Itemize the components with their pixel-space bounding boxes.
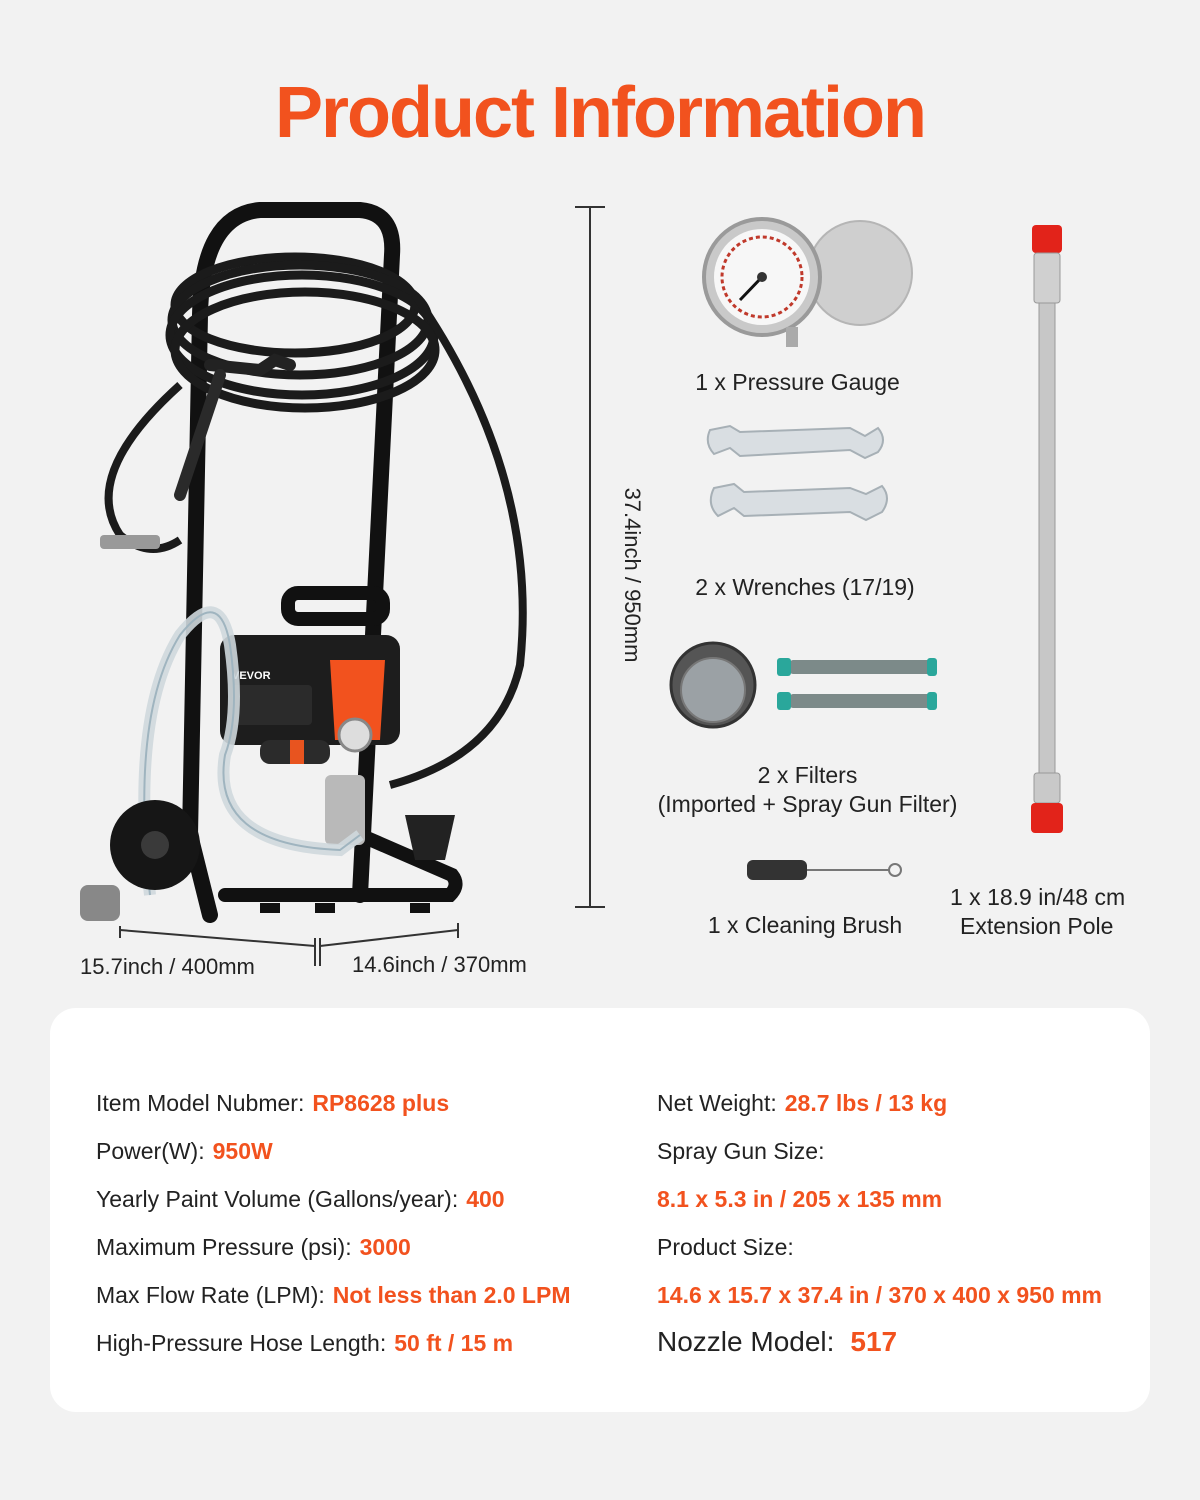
spec-gun-label: Spray Gun Size: xyxy=(657,1138,825,1164)
height-dimension: 37.4inch / 950mm xyxy=(620,487,645,663)
spec-model-value: RP8628 plus xyxy=(312,1090,450,1116)
spec-nozzle xyxy=(657,1326,897,1358)
brush-caption: 1 x Cleaning Brush xyxy=(707,912,903,938)
spec-flow-value: Not less than 2.0 LPM xyxy=(332,1282,571,1308)
spec-nozzle-label: Nozzle Model: xyxy=(657,1326,835,1357)
page-title: Product Information xyxy=(275,73,925,153)
width-dimension: 14.6inch / 370mm xyxy=(352,952,527,977)
depth-dimension: 15.7inch / 400mm xyxy=(80,954,255,979)
height-dimension-line xyxy=(570,205,610,910)
paint-sprayer-image xyxy=(60,195,580,935)
spec-flow xyxy=(96,1282,570,1309)
pole-caption-line1: 1 x 18.9 in/48 cm xyxy=(950,884,1126,910)
brand-label: VEVOR xyxy=(232,670,271,682)
pole-caption-line2: Extension Pole xyxy=(960,913,1114,939)
cleaning-brush-image xyxy=(745,855,905,885)
spec-weight-value: 28.7 lbs / 13 kg xyxy=(784,1090,948,1116)
spec-volume xyxy=(96,1186,505,1213)
spec-pressure-value: 3000 xyxy=(359,1234,411,1260)
filters-caption-line1: 2 x Filters xyxy=(757,762,858,788)
spec-power-value: 950W xyxy=(212,1138,273,1164)
spec-nozzle-value: 517 xyxy=(850,1326,898,1357)
filters-image xyxy=(665,640,945,730)
spec-gun-value: 8.1 x 5.3 in / 205 x 135 mm xyxy=(657,1186,943,1212)
spec-model xyxy=(96,1090,449,1117)
spec-size-label: Product Size: xyxy=(657,1234,794,1260)
wrenches-caption: 2 x Wrenches (17/19) xyxy=(695,574,915,600)
spec-hose-value: 50 ft / 15 m xyxy=(394,1330,514,1356)
spec-hose xyxy=(96,1330,513,1357)
spec-weight xyxy=(657,1090,947,1117)
wrenches-image xyxy=(700,418,895,538)
spec-model-label: Item Model Nubmer: xyxy=(96,1090,305,1116)
spec-weight-label: Net Weight: xyxy=(657,1090,777,1116)
gauge-caption: 1 x Pressure Gauge xyxy=(695,369,900,395)
spec-power-label: Power(W): xyxy=(96,1138,205,1164)
spec-pressure xyxy=(96,1234,411,1261)
spec-power xyxy=(96,1138,273,1165)
spec-hose-label: High-Pressure Hose Length: xyxy=(96,1330,387,1356)
spec-flow-label: Max Flow Rate (LPM): xyxy=(96,1282,325,1308)
spec-volume-label: Yearly Paint Volume (Gallons/year): xyxy=(96,1186,459,1212)
extension-pole-image xyxy=(1022,220,1072,840)
filters-caption-line2: (Imported + Spray Gun Filter) xyxy=(657,791,958,817)
spec-pressure-label: Maximum Pressure (psi): xyxy=(96,1234,352,1260)
pressure-gauge-image xyxy=(700,215,920,350)
spec-size-value: 14.6 x 15.7 x 37.4 in / 370 x 400 x 950 mm xyxy=(657,1282,1102,1308)
spec-volume-value: 400 xyxy=(466,1186,505,1212)
